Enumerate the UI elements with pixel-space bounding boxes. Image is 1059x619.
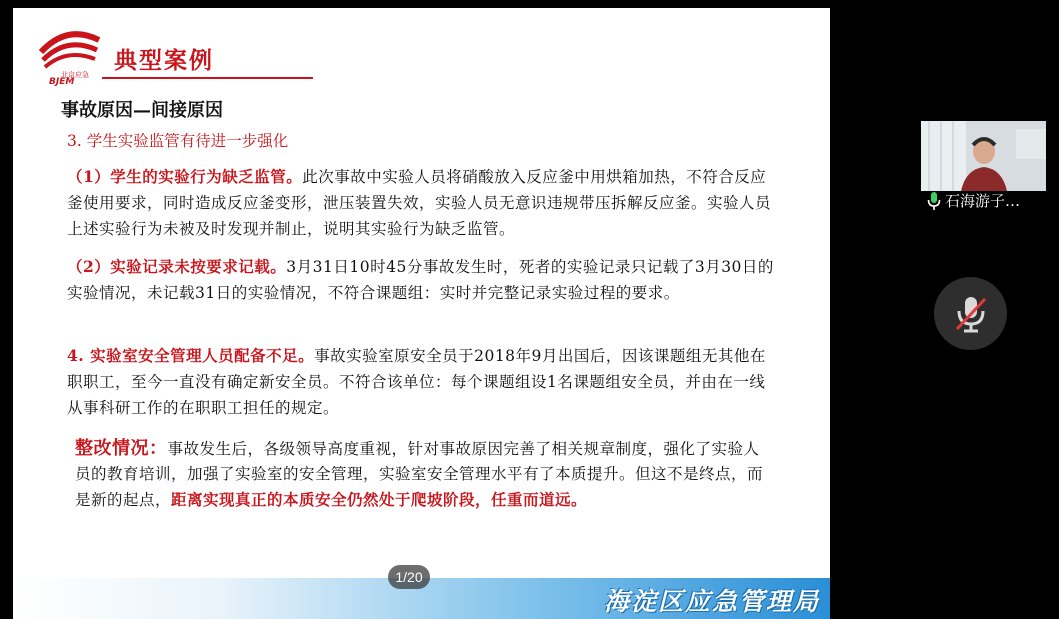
paragraph-emphasis: 距离实现真正的本质安全仍然处于爬坡阶段，任重而道远。 xyxy=(171,490,588,509)
org-name: 海淀区应急管理局 xyxy=(603,587,820,616)
participant-video xyxy=(921,121,1046,191)
participant-name: 石海游子… xyxy=(945,192,1021,210)
subheading-3: 3. 学生实验监管有待进一步强化 xyxy=(67,132,289,150)
rectification-label: 整改情况： xyxy=(75,438,168,459)
paragraph-body: 事故实验室原安全员于2018年9月出国后，因该课题组无其他在职职工，至今一直没有确定新安全员。不符合该单位：每个课题组设1名课题组安全员，并由在一线从事科研工作的在职职工担任的规定。 xyxy=(67,347,766,417)
slide-title: 典型案例 xyxy=(114,47,214,74)
participant-name-row xyxy=(927,190,1020,211)
participant-video-tile[interactable] xyxy=(921,121,1046,191)
paragraph-lead: （2）实验记录未按要求记载。 xyxy=(67,257,287,276)
paragraph-body: 3月31日10时45分事故发生时，死者的实验记录只记载了3月30日的实验情况，未记载31日的实验情况，不符合课题组：实时并完整记录实验过程的要求。 xyxy=(67,258,774,302)
bjem-logo xyxy=(37,22,103,86)
section-heading: 事故原因—间接原因 xyxy=(61,100,223,121)
paragraph-staffing xyxy=(67,343,779,421)
svg-text:北京应急: 北京应急 xyxy=(61,71,89,79)
paragraph-body: 事故发生后，各级领导高度重视，针对事故原因完善了相关规章制度，强化了实验人员的教育培训，加强了实验室的安全管理，实验室安全管理水平有了本质提升。但这不是终点，而是新的起点， xyxy=(75,440,764,509)
mic-icon xyxy=(927,191,941,211)
mic-muted-icon xyxy=(954,294,988,334)
title-underline xyxy=(102,77,313,79)
paragraph-body: 此次事故中实验人员将硝酸放入反应釜中用烘箱加热，不符合反应釜使用要求，同时造成反应釜变形，泄压装置失效，实验人员无意识违规带压拆解反应釜。实验人员上述实验行为未被及时发现并制止，说明其实验行为缺乏监管。 xyxy=(67,168,772,238)
paragraph-records xyxy=(67,254,779,306)
shared-slide xyxy=(13,8,830,619)
paragraph-lead: 4. 实验室安全管理人员配备不足。 xyxy=(67,346,315,365)
page-indicator[interactable]: 1/20 xyxy=(388,565,430,589)
svg-text:BJEM: BJEM xyxy=(49,77,75,86)
paragraph-lead: （1）学生的实验行为缺乏监管。 xyxy=(67,167,303,186)
paragraph-rectification xyxy=(75,436,775,513)
paragraph-supervision xyxy=(67,164,779,242)
mute-toggle-button[interactable] xyxy=(934,277,1007,350)
